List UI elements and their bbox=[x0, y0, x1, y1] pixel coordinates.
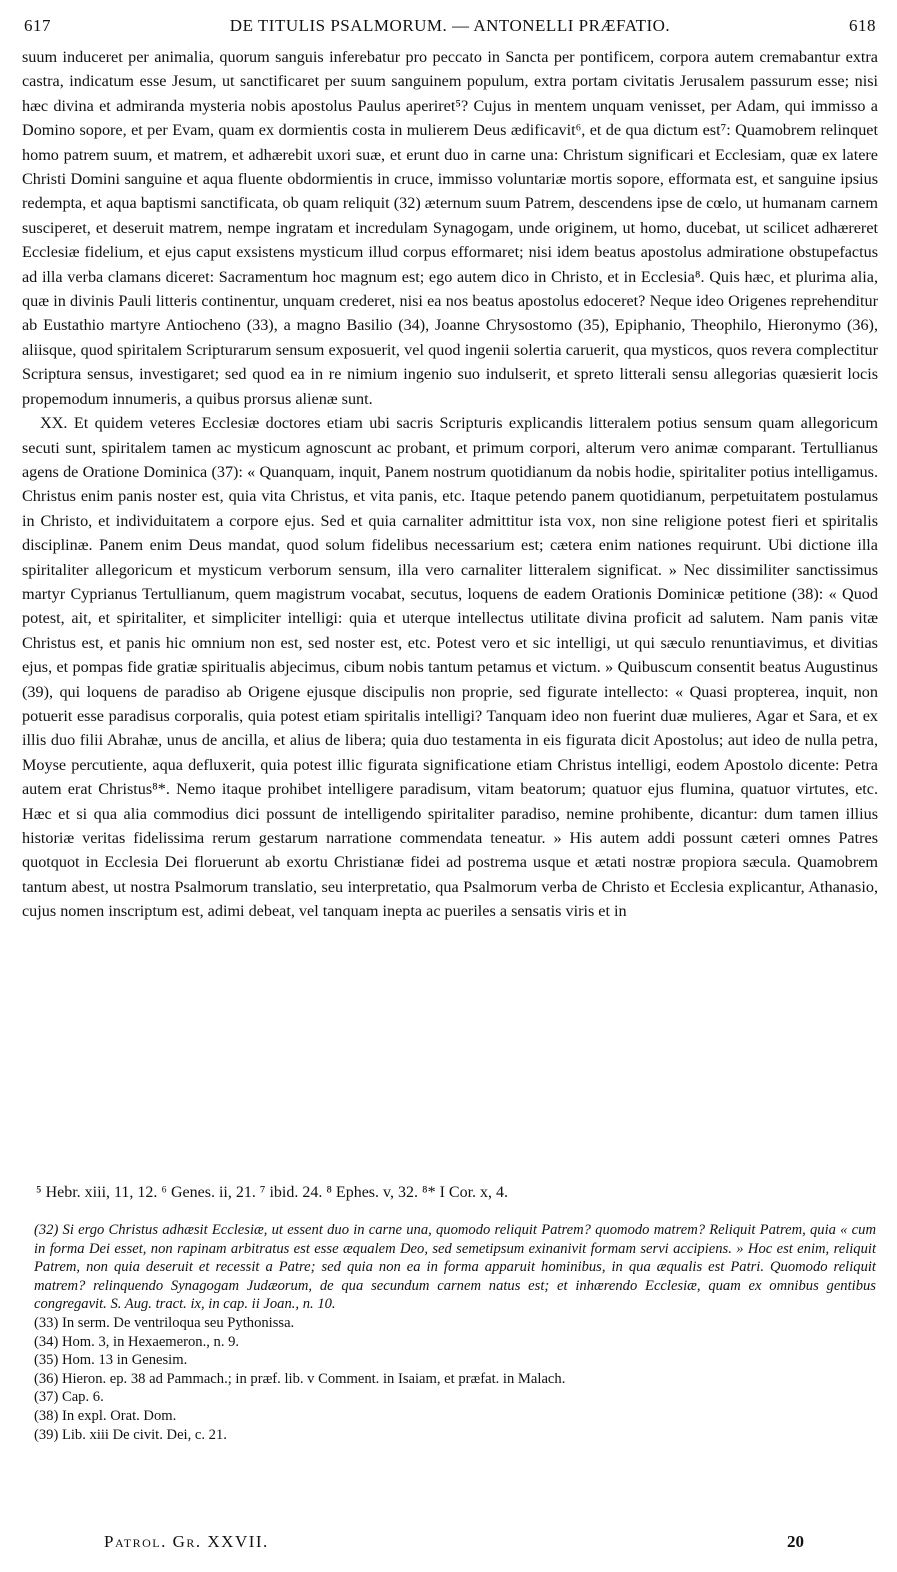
signature-mark: 20 bbox=[787, 1532, 804, 1551]
section-xx-paragraph: XX. Et quidem veteres Ecclesiæ doctores etiam ubi sacris Scripturis explicandis litteralem potius sensum quam allegoricum secuti sunt, spiritalem tamen ac mysticum agnoscunt ac probant, et primum corpori, alterum vero animæ comparant. Tertullianus agens de Oratione Dominica (37): « Quanquam, inquit, Panem nostrum quotidianum da nobis hodie, spiritaliter potius intelligamus. Christus enim panis noster est, quia vita Christus, et vita panis, etc. Itaque petendo panem quotidianum, perpetuitatem postulamus in Christo, et individuitatem a corpore ejus. Sed et quia carnaliter admittitur ista vox, non sine religione potest fieri et spiritalis disciplinæ. Panem enim Deus mandat, quod solum fidelibus necessarium est; cætera enim nationes requirunt. Ubi dictione illa spiritaliter allegoricum et mysticum verborum sensum, illa vero carnaliter litteralem significat. » Nec dissimiliter sanctissimus martyr Cyprianus Tertullianum, quem magistrum vocabat, secutus, loquens de eadem Orationis Dominicæ petitione (38): « Quod potest, ait, et spiritaliter, et simpliciter intelligi: quia et uterque intellectus utilitate divina proficit ad salutem. Nam panis vitæ Christus est, et panis hic omnium non est, sed noster est, etc. Potest vero et sic intelligi, ut qui sæculo renuntiavimus, et divitias ejus, et pompas fide gratiæ spiritualis abjecimus, cibum nobis tantum petamus et victum. » Quibuscum consentit beatus Augustinus (39), qui loquens de paradiso ab Origene ejusque discipulis non proprie, sed figurate intellecto: « Quasi propterea, inquit, non potuerit esse paradisus corporalis, quia potest etiam spiritalis intelligi? Tanquam ideo non fuerint duæ mulieres, Agar et Sara, et ex illis duo filii Abrahæ, unus de ancilla, et alius de libera; quia duo testamenta in eis figurata dicit Apostolus; aut ideo de nulla petra, Moyse percutiente, aqua defluxerit, quia potest illic figurata significatione etiam Christus intelligi, eodem Apostolo dicente: Petra autem erat Christus⁸*. Nemo itaque prohibet intelligere paradisum, vitam beatorum; quatuor ejus flumina, quatuor virtutes, etc. Hæc et si qua alia commodius dici possunt de intelligendo spiritaliter paradiso, nemine prohibente, dicantur: dum tamen illius historiæ veritas fidelissima rerum gestarum narratione commendata teneatur. » His autem addi possunt cæteri omnes Patres quotquot in Ecclesia Dei floruerunt ab exortu Christianæ fidei ad postrema usque et ætati nostræ propiora sæcula. Quamobrem tantum abest, ut nostra Psalmorum translatio, seu interpretatio, qua Psalmorum verba de Christo et Ecclesia explicantur, Athanasio, cujus nomen inscriptum est, adimi debeat, vel tanquam inepta ac pueriles a sensatis viris et in bbox=[22, 414, 878, 921]
running-header bbox=[24, 16, 876, 40]
footnote-item: (39) Lib. xiii De civit. Dei, c. 21. bbox=[34, 1426, 227, 1443]
footnote-32: (32) Si ergo Christus adhæsit Ecclesiæ, ut essent duo in carne una, quomodo reliquit Patrem? quomodo matrem? Reliquit Patrem, quia « cum in forma Dei esset, non rapinam arbitratus est esse æqualem Deo, sed semetipsum exinanivit formam servi accipiens. » Hoc est enim, reliquit Patrem, non quia deseruit et recessit a Patre; sed quia non ea in forma apparuit hominibus, in qua æqualis est Patri. Quomodo reliquit matrem? relinquendo Synagogam Judæorum, de qua secundum carnem natus est; et inhærendo Ecclesiæ, quam ex omnibus gentibus congregavit. S. Aug. tract. ix, in cap. ii Joan., n. 10. bbox=[34, 1222, 876, 1313]
footnote-item: (33) In serm. De ventriloqua seu Pythonissa. bbox=[34, 1314, 295, 1331]
main-text bbox=[22, 45, 878, 924]
running-title: DE TITULIS PSALMORUM. — ANTONELLI PRÆFATIO. bbox=[229, 16, 671, 35]
footnote-item: (38) In expl. Orat. Dom. bbox=[34, 1407, 177, 1424]
footnote-item: (36) Hieron. ep. 38 ad Pammach.; in præf. lib. v Comment. in Isaiam, et præfat. in Malach. bbox=[34, 1370, 566, 1387]
scripture-references: ⁵ Hebr. xiii, 11, 12. ⁶ Genes. ii, 21. ⁷ ibid. 24. ⁸ Ephes. v, 32. ⁸* I Cor. x, 4. bbox=[36, 1184, 509, 1201]
footnote-item: (35) Hom. 13 in Genesim. bbox=[34, 1352, 188, 1369]
footnote-list bbox=[34, 1314, 876, 1444]
footnotes bbox=[34, 1221, 876, 1444]
footnote-item: (34) Hom. 3, in Hexaemeron., n. 9. bbox=[34, 1333, 240, 1350]
body-paragraph: suum induceret per animalia, quorum sanguis inferebatur pro peccato in Sancta per pontificem, corpora autem cremabantur extra castra, indicatum esse Jesum, ut sanctificaret per suum sanguinem populum, extra portam civitatis Jerusalem passurum esse; nisi hæc divina et admiranda mysteria nobis apostolus Paulus aperiret⁵? Cujus in mentem unquam venisset, per Adam, qui immisso a Domino sopore, et per Evam, quam ex dormientis costa in mulierem Deus ædificavit⁶, et de qua dictum est⁷: Quamobrem relinquet homo patrem suum, et matrem, et adhærebit uxori suæ, et erunt duo in carne una: Christum significari et Ecclesiam, quæ ex latere Christi Domini sanguine et aqua fluente obdormientis in cruce, immisso voluntariæ mortis sopore, efformata est, et sanguine ipsius redempta, et aqua baptismi sanctificata, ob quam reliquit (32) æternum suum Patrem, descendens ipse de cœlo, ut humanam carnem susciperet, et deseruit matrem, nempe ingratam et incredulam Synagogam, unde originem, ut homo, ducebat, ut scilicet adhæreret Ecclesiæ fidelium, et ejus caput exsistens mysticum illud corpus efformaret; nisi idem beatus apostolus admiratione obstupefactus ad illa verba clamans diceret: Sacramentum hoc magnum est; ego autem dico in Christo, et in Ecclesia⁸. Quis hæc, et plurima alia, quæ in divinis Pauli litteris continentur, unquam crederet, nisi ea nos beatus apostolus edoceret? Neque ideo Origenes reprehenditur ab Eustathio martyre Antiocheno (33), a magno Basilio (34), Joanne Chrysostomo (35), Epiphanio, Theophilo, Hieronymo (36), aliisque, quod spiritalem Scripturarum sensum exposuerit, vel quod ingenii solertia caruerit, qua mysticos, quos revera complectitur Scriptura sensus, investigaret; sed quod ea in re nimium ingenio suo indulserit, et spreto litterali sensu allegorias quæsierit locis propemodum innumeris, a quibus prorsus alienæ sunt. bbox=[22, 48, 878, 408]
page-number-left: 617 bbox=[24, 16, 51, 35]
footnote-item: (37) Cap. 6. bbox=[34, 1389, 104, 1406]
page-footer bbox=[104, 1532, 804, 1556]
volume-label: Patrol. Gr. XXVII. bbox=[104, 1532, 269, 1551]
page-number-right: 618 bbox=[849, 16, 876, 35]
